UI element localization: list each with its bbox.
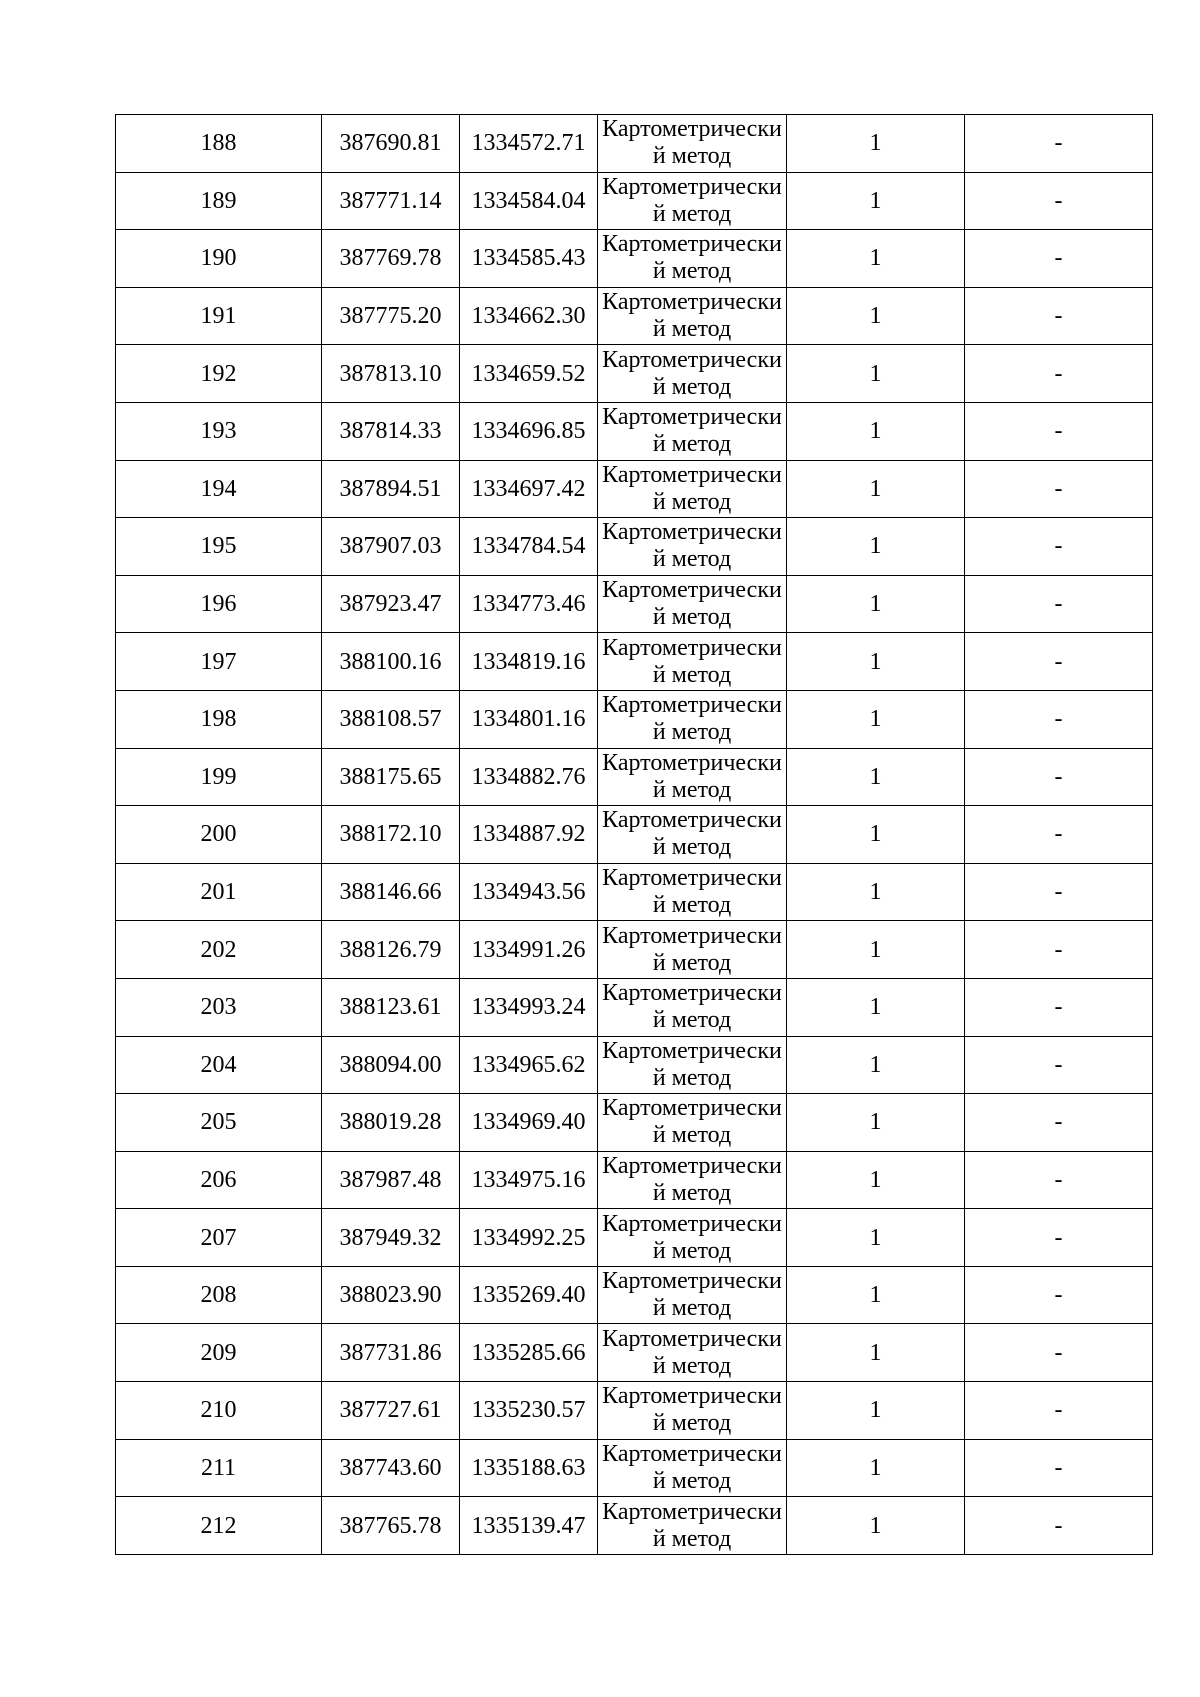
cell-x-coordinate: 387814.33 — [322, 402, 460, 460]
cell-dash: - — [965, 230, 1153, 288]
cell-point-number: 210 — [116, 1382, 322, 1440]
table-row — [116, 863, 1153, 921]
cell-value: 1 — [787, 1209, 965, 1267]
table-row — [116, 402, 1153, 460]
cell-point-number: 201 — [116, 863, 322, 921]
cell-y-coordinate: 1334696.85 — [460, 402, 598, 460]
cell-value: 1 — [787, 345, 965, 403]
cell-method: Картометрически й метод — [598, 345, 787, 403]
cell-method: Картометрически й метод — [598, 1439, 787, 1497]
cell-x-coordinate: 387907.03 — [322, 518, 460, 576]
cell-dash: - — [965, 345, 1153, 403]
table-row — [116, 575, 1153, 633]
cell-y-coordinate: 1335285.66 — [460, 1324, 598, 1382]
cell-method: Картометрически й метод — [598, 1094, 787, 1152]
cell-y-coordinate: 1334965.62 — [460, 1036, 598, 1094]
cell-point-number: 205 — [116, 1094, 322, 1152]
cell-method: Картометрически й метод — [598, 690, 787, 748]
cell-y-coordinate: 1335230.57 — [460, 1382, 598, 1440]
table-row — [116, 1036, 1153, 1094]
cell-x-coordinate: 387813.10 — [322, 345, 460, 403]
cell-dash: - — [965, 863, 1153, 921]
table-row — [116, 1382, 1153, 1440]
cell-method: Картометрически й метод — [598, 806, 787, 864]
cell-value: 1 — [787, 806, 965, 864]
cell-x-coordinate: 388126.79 — [322, 921, 460, 979]
table-row — [116, 978, 1153, 1036]
cell-dash: - — [965, 633, 1153, 691]
cell-dash: - — [965, 1324, 1153, 1382]
cell-method: Картометрически й метод — [598, 172, 787, 230]
cell-dash: - — [965, 287, 1153, 345]
cell-y-coordinate: 1334659.52 — [460, 345, 598, 403]
cell-x-coordinate: 387743.60 — [322, 1439, 460, 1497]
cell-value: 1 — [787, 172, 965, 230]
cell-value: 1 — [787, 115, 965, 173]
cell-point-number: 200 — [116, 806, 322, 864]
cell-x-coordinate: 388172.10 — [322, 806, 460, 864]
cell-method: Картометрически й метод — [598, 978, 787, 1036]
cell-x-coordinate: 387690.81 — [322, 115, 460, 173]
table-row — [116, 115, 1153, 173]
cell-method: Картометрически й метод — [598, 1382, 787, 1440]
cell-point-number: 193 — [116, 402, 322, 460]
table-row — [116, 748, 1153, 806]
cell-method: Картометрически й метод — [598, 1036, 787, 1094]
cell-dash: - — [965, 1094, 1153, 1152]
cell-method: Картометрически й метод — [598, 230, 787, 288]
cell-y-coordinate: 1334773.46 — [460, 575, 598, 633]
cell-point-number: 207 — [116, 1209, 322, 1267]
cell-x-coordinate: 387923.47 — [322, 575, 460, 633]
cell-dash: - — [965, 690, 1153, 748]
table-row — [116, 518, 1153, 576]
cell-dash: - — [965, 806, 1153, 864]
cell-value: 1 — [787, 1266, 965, 1324]
cell-x-coordinate: 388094.00 — [322, 1036, 460, 1094]
table-row — [116, 1151, 1153, 1209]
cell-point-number: 209 — [116, 1324, 322, 1382]
cell-value: 1 — [787, 402, 965, 460]
cell-y-coordinate: 1334969.40 — [460, 1094, 598, 1152]
cell-x-coordinate: 387771.14 — [322, 172, 460, 230]
table-row — [116, 1439, 1153, 1497]
cell-point-number: 190 — [116, 230, 322, 288]
table-row — [116, 287, 1153, 345]
table-row — [116, 690, 1153, 748]
cell-point-number: 198 — [116, 690, 322, 748]
table-row — [116, 633, 1153, 691]
cell-y-coordinate: 1334993.24 — [460, 978, 598, 1036]
cell-dash: - — [965, 1382, 1153, 1440]
cell-x-coordinate: 387894.51 — [322, 460, 460, 518]
cell-x-coordinate: 388019.28 — [322, 1094, 460, 1152]
cell-value: 1 — [787, 1036, 965, 1094]
cell-x-coordinate: 387727.61 — [322, 1382, 460, 1440]
cell-value: 1 — [787, 863, 965, 921]
cell-point-number: 191 — [116, 287, 322, 345]
cell-x-coordinate: 387765.78 — [322, 1497, 460, 1555]
cell-point-number: 197 — [116, 633, 322, 691]
cell-point-number: 192 — [116, 345, 322, 403]
cell-point-number: 188 — [116, 115, 322, 173]
cell-x-coordinate: 388146.66 — [322, 863, 460, 921]
cell-dash: - — [965, 1439, 1153, 1497]
cell-value: 1 — [787, 1439, 965, 1497]
cell-value: 1 — [787, 748, 965, 806]
cell-method: Картометрически й метод — [598, 748, 787, 806]
cell-y-coordinate: 1334819.16 — [460, 633, 598, 691]
cell-y-coordinate: 1334572.71 — [460, 115, 598, 173]
cell-method: Картометрически й метод — [598, 1266, 787, 1324]
cell-x-coordinate: 388100.16 — [322, 633, 460, 691]
table-row — [116, 1497, 1153, 1555]
cell-point-number: 202 — [116, 921, 322, 979]
cell-method: Картометрически й метод — [598, 1151, 787, 1209]
cell-y-coordinate: 1334662.30 — [460, 287, 598, 345]
cell-dash: - — [965, 115, 1153, 173]
table-row — [116, 345, 1153, 403]
cell-y-coordinate: 1335188.63 — [460, 1439, 598, 1497]
cell-value: 1 — [787, 1324, 965, 1382]
cell-point-number: 195 — [116, 518, 322, 576]
coordinates-table — [115, 114, 1153, 1555]
cell-value: 1 — [787, 921, 965, 979]
cell-method: Картометрически й метод — [598, 460, 787, 518]
cell-x-coordinate: 387731.86 — [322, 1324, 460, 1382]
table-row — [116, 1094, 1153, 1152]
cell-point-number: 212 — [116, 1497, 322, 1555]
cell-dash: - — [965, 575, 1153, 633]
cell-x-coordinate: 388023.90 — [322, 1266, 460, 1324]
cell-point-number: 206 — [116, 1151, 322, 1209]
cell-point-number: 199 — [116, 748, 322, 806]
cell-value: 1 — [787, 978, 965, 1036]
cell-method: Картометрически й метод — [598, 1497, 787, 1555]
cell-value: 1 — [787, 690, 965, 748]
cell-method: Картометрически й метод — [598, 402, 787, 460]
cell-point-number: 196 — [116, 575, 322, 633]
cell-method: Картометрически й метод — [598, 633, 787, 691]
cell-method: Картометрически й метод — [598, 1324, 787, 1382]
cell-x-coordinate: 387987.48 — [322, 1151, 460, 1209]
cell-dash: - — [965, 1497, 1153, 1555]
cell-y-coordinate: 1334991.26 — [460, 921, 598, 979]
cell-y-coordinate: 1334975.16 — [460, 1151, 598, 1209]
cell-method: Картометрически й метод — [598, 115, 787, 173]
cell-y-coordinate: 1334801.16 — [460, 690, 598, 748]
cell-dash: - — [965, 402, 1153, 460]
cell-point-number: 189 — [116, 172, 322, 230]
table-row — [116, 921, 1153, 979]
cell-dash: - — [965, 1036, 1153, 1094]
cell-x-coordinate: 388108.57 — [322, 690, 460, 748]
cell-point-number: 203 — [116, 978, 322, 1036]
cell-method: Картометрически й метод — [598, 518, 787, 576]
cell-method: Картометрически й метод — [598, 575, 787, 633]
table-row — [116, 460, 1153, 518]
cell-point-number: 211 — [116, 1439, 322, 1497]
cell-point-number: 204 — [116, 1036, 322, 1094]
table-body — [116, 115, 1153, 1555]
cell-dash: - — [965, 1151, 1153, 1209]
cell-dash: - — [965, 172, 1153, 230]
cell-dash: - — [965, 1209, 1153, 1267]
cell-y-coordinate: 1334992.25 — [460, 1209, 598, 1267]
cell-value: 1 — [787, 518, 965, 576]
cell-value: 1 — [787, 460, 965, 518]
table-row — [116, 172, 1153, 230]
cell-dash: - — [965, 1266, 1153, 1324]
cell-x-coordinate: 388123.61 — [322, 978, 460, 1036]
cell-value: 1 — [787, 633, 965, 691]
cell-x-coordinate: 387949.32 — [322, 1209, 460, 1267]
cell-y-coordinate: 1334697.42 — [460, 460, 598, 518]
cell-y-coordinate: 1334784.54 — [460, 518, 598, 576]
cell-dash: - — [965, 460, 1153, 518]
cell-value: 1 — [787, 230, 965, 288]
cell-value: 1 — [787, 1382, 965, 1440]
table-row — [116, 1324, 1153, 1382]
cell-value: 1 — [787, 1151, 965, 1209]
cell-y-coordinate: 1334882.76 — [460, 748, 598, 806]
cell-method: Картометрически й метод — [598, 287, 787, 345]
cell-dash: - — [965, 518, 1153, 576]
cell-x-coordinate: 387769.78 — [322, 230, 460, 288]
table-row — [116, 1266, 1153, 1324]
cell-y-coordinate: 1334943.56 — [460, 863, 598, 921]
cell-x-coordinate: 388175.65 — [322, 748, 460, 806]
cell-y-coordinate: 1335269.40 — [460, 1266, 598, 1324]
cell-y-coordinate: 1334584.04 — [460, 172, 598, 230]
cell-y-coordinate: 1334585.43 — [460, 230, 598, 288]
cell-y-coordinate: 1334887.92 — [460, 806, 598, 864]
cell-method: Картометрически й метод — [598, 1209, 787, 1267]
cell-value: 1 — [787, 1497, 965, 1555]
cell-method: Картометрически й метод — [598, 863, 787, 921]
cell-value: 1 — [787, 1094, 965, 1152]
table-row — [116, 230, 1153, 288]
table-row — [116, 1209, 1153, 1267]
cell-point-number: 208 — [116, 1266, 322, 1324]
cell-y-coordinate: 1335139.47 — [460, 1497, 598, 1555]
cell-x-coordinate: 387775.20 — [322, 287, 460, 345]
cell-value: 1 — [787, 575, 965, 633]
cell-dash: - — [965, 921, 1153, 979]
cell-dash: - — [965, 978, 1153, 1036]
cell-value: 1 — [787, 287, 965, 345]
cell-dash: - — [965, 748, 1153, 806]
table-row — [116, 806, 1153, 864]
cell-point-number: 194 — [116, 460, 322, 518]
cell-method: Картометрически й метод — [598, 921, 787, 979]
